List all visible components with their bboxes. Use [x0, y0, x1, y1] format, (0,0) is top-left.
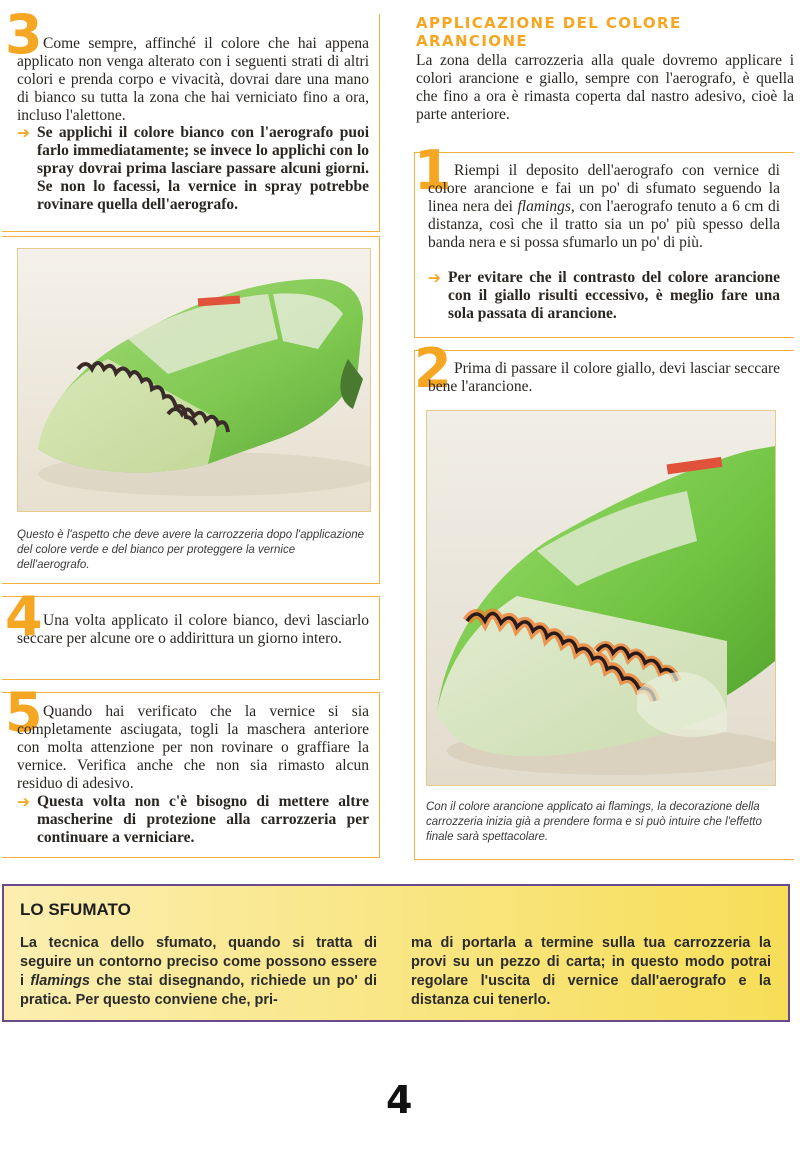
- step-4-number: 4: [5, 585, 43, 648]
- step-3-number: 3: [5, 3, 43, 66]
- car-body-illustration: [18, 249, 370, 511]
- car-photo-green: [17, 248, 371, 512]
- step-4-text-content: Una volta applicato il colore bianco, devi lasciarlo seccare per alcune ore o addirittura un giorno intero.: [17, 612, 369, 647]
- car-body-flames-illustration: [427, 411, 775, 785]
- step-3-note: [17, 124, 369, 214]
- car-photo-orange-flames: [426, 410, 776, 786]
- step-5-text: [17, 703, 369, 793]
- photo-1-caption: Questo è l'aspetto che deve avere la carrozzeria dopo l'applicazione del colore verde e del bianco per proteggere la vernice dell'aerografo.: [17, 529, 365, 571]
- step-5-number: 5: [5, 681, 43, 744]
- sfumato-col-2: ma di portarla a termine sulla tua carrozzeria la provi su un pezzo di carta; in questo modo potrai regolare l'uscita di vernice dall'aerografo e la distanza cui tenerlo.: [411, 935, 771, 1008]
- step-1-text-b: , con l'aerografo tenuto a 6 cm di distanza, così che il tratto sia un po' più spesso della banda nera e si possa sfumarlo un po' di più.: [428, 198, 781, 251]
- step-1-note-text: Per evitare che il contrasto del colore arancione con il giallo risulti eccessivo, è meglio fare una sola passata di arancione.: [448, 269, 780, 322]
- step-1-text: [428, 162, 780, 252]
- step-1-number: 1: [414, 139, 452, 202]
- step-5-note: [17, 793, 369, 847]
- sfumato-col-1: [20, 934, 377, 1010]
- sfumato-col-1-a: La tecnica dello sfumato, quando si tratta di seguire un contorno preciso come possono essere i: [20, 935, 377, 989]
- step-3-note-text: Se applichi il colore bianco con l'aerografo puoi farlo immediatamente; se invece lo applichi con lo spray dovrai prima lasciare passare alcuni giorni. Se non lo facessi, la vernice in spray potrebbe rovinare quella dell'aerografo.: [37, 124, 369, 213]
- sfumato-title: LO SFUMATO: [20, 900, 131, 919]
- section-title: APPLICAZIONE DEL COLORE ARANCIONE: [416, 14, 682, 50]
- step-2-text: [428, 360, 780, 396]
- arrow-right-icon: ➔: [17, 124, 30, 142]
- photo-2-caption: Con il colore arancione applicato ai flamings, la decorazione della carrozzeria inizia già a prendere forma e si può intuire che l'effetto finale sarà spettacolare.: [426, 801, 762, 843]
- sfumato-col-1-italic: flamings: [30, 973, 90, 989]
- step-3-text: [17, 35, 369, 125]
- step-5-text-content: Quando hai verificato che la vernice si sia completamente asciugata, togli la maschera anteriore con molta attenzione per non rovinare o graffiare la vernice. Verifica anche che non sia rimasto alcun residuo di adesivo.: [17, 703, 369, 792]
- arrow-right-icon: ➔: [17, 793, 30, 811]
- step-1-note: [428, 269, 780, 323]
- step-2-text-content: Prima di passare il colore giallo, devi lasciar seccare bene l'arancione.: [428, 360, 780, 395]
- step-2-number: 2: [414, 337, 452, 400]
- sfumato-col-1-b: che stai disegnando, richiede un po' di pratica. Per questo conviene che, pri-: [20, 973, 377, 1008]
- step-5-note-text: Questa volta non c'è bisogno di mettere altre mascherine di protezione alla carrozzeria per continuare a verniciare.: [37, 793, 369, 846]
- step-1-text-a: Riempi il deposito dell'aerografo con vernice di colore arancione e fai un po' di sfumato seguendo la linea nera dei: [428, 162, 780, 215]
- section-intro: La zona della carrozzeria alla quale dovremo applicare i colori arancione e giallo, sempre con l'aerografo, è quella che fino a ora è rimasta coperta dal nastro adesivo, cioè la parte anteriore.: [416, 52, 794, 123]
- step-1-text-italic: flamings: [517, 198, 571, 215]
- page-number: 4: [386, 1078, 413, 1122]
- arrow-right-icon: ➔: [428, 269, 441, 287]
- step-4-text: [17, 612, 369, 648]
- step-3-text-content: Come sempre, affinché il colore che hai appena applicato non venga alterato con i seguenti strati di altri colori e prenda corpo e vivacità, dovrai dare una mano di bianco su tutta la zona che hai verniciato fino a ora, incluso l'alettone.: [17, 35, 369, 124]
